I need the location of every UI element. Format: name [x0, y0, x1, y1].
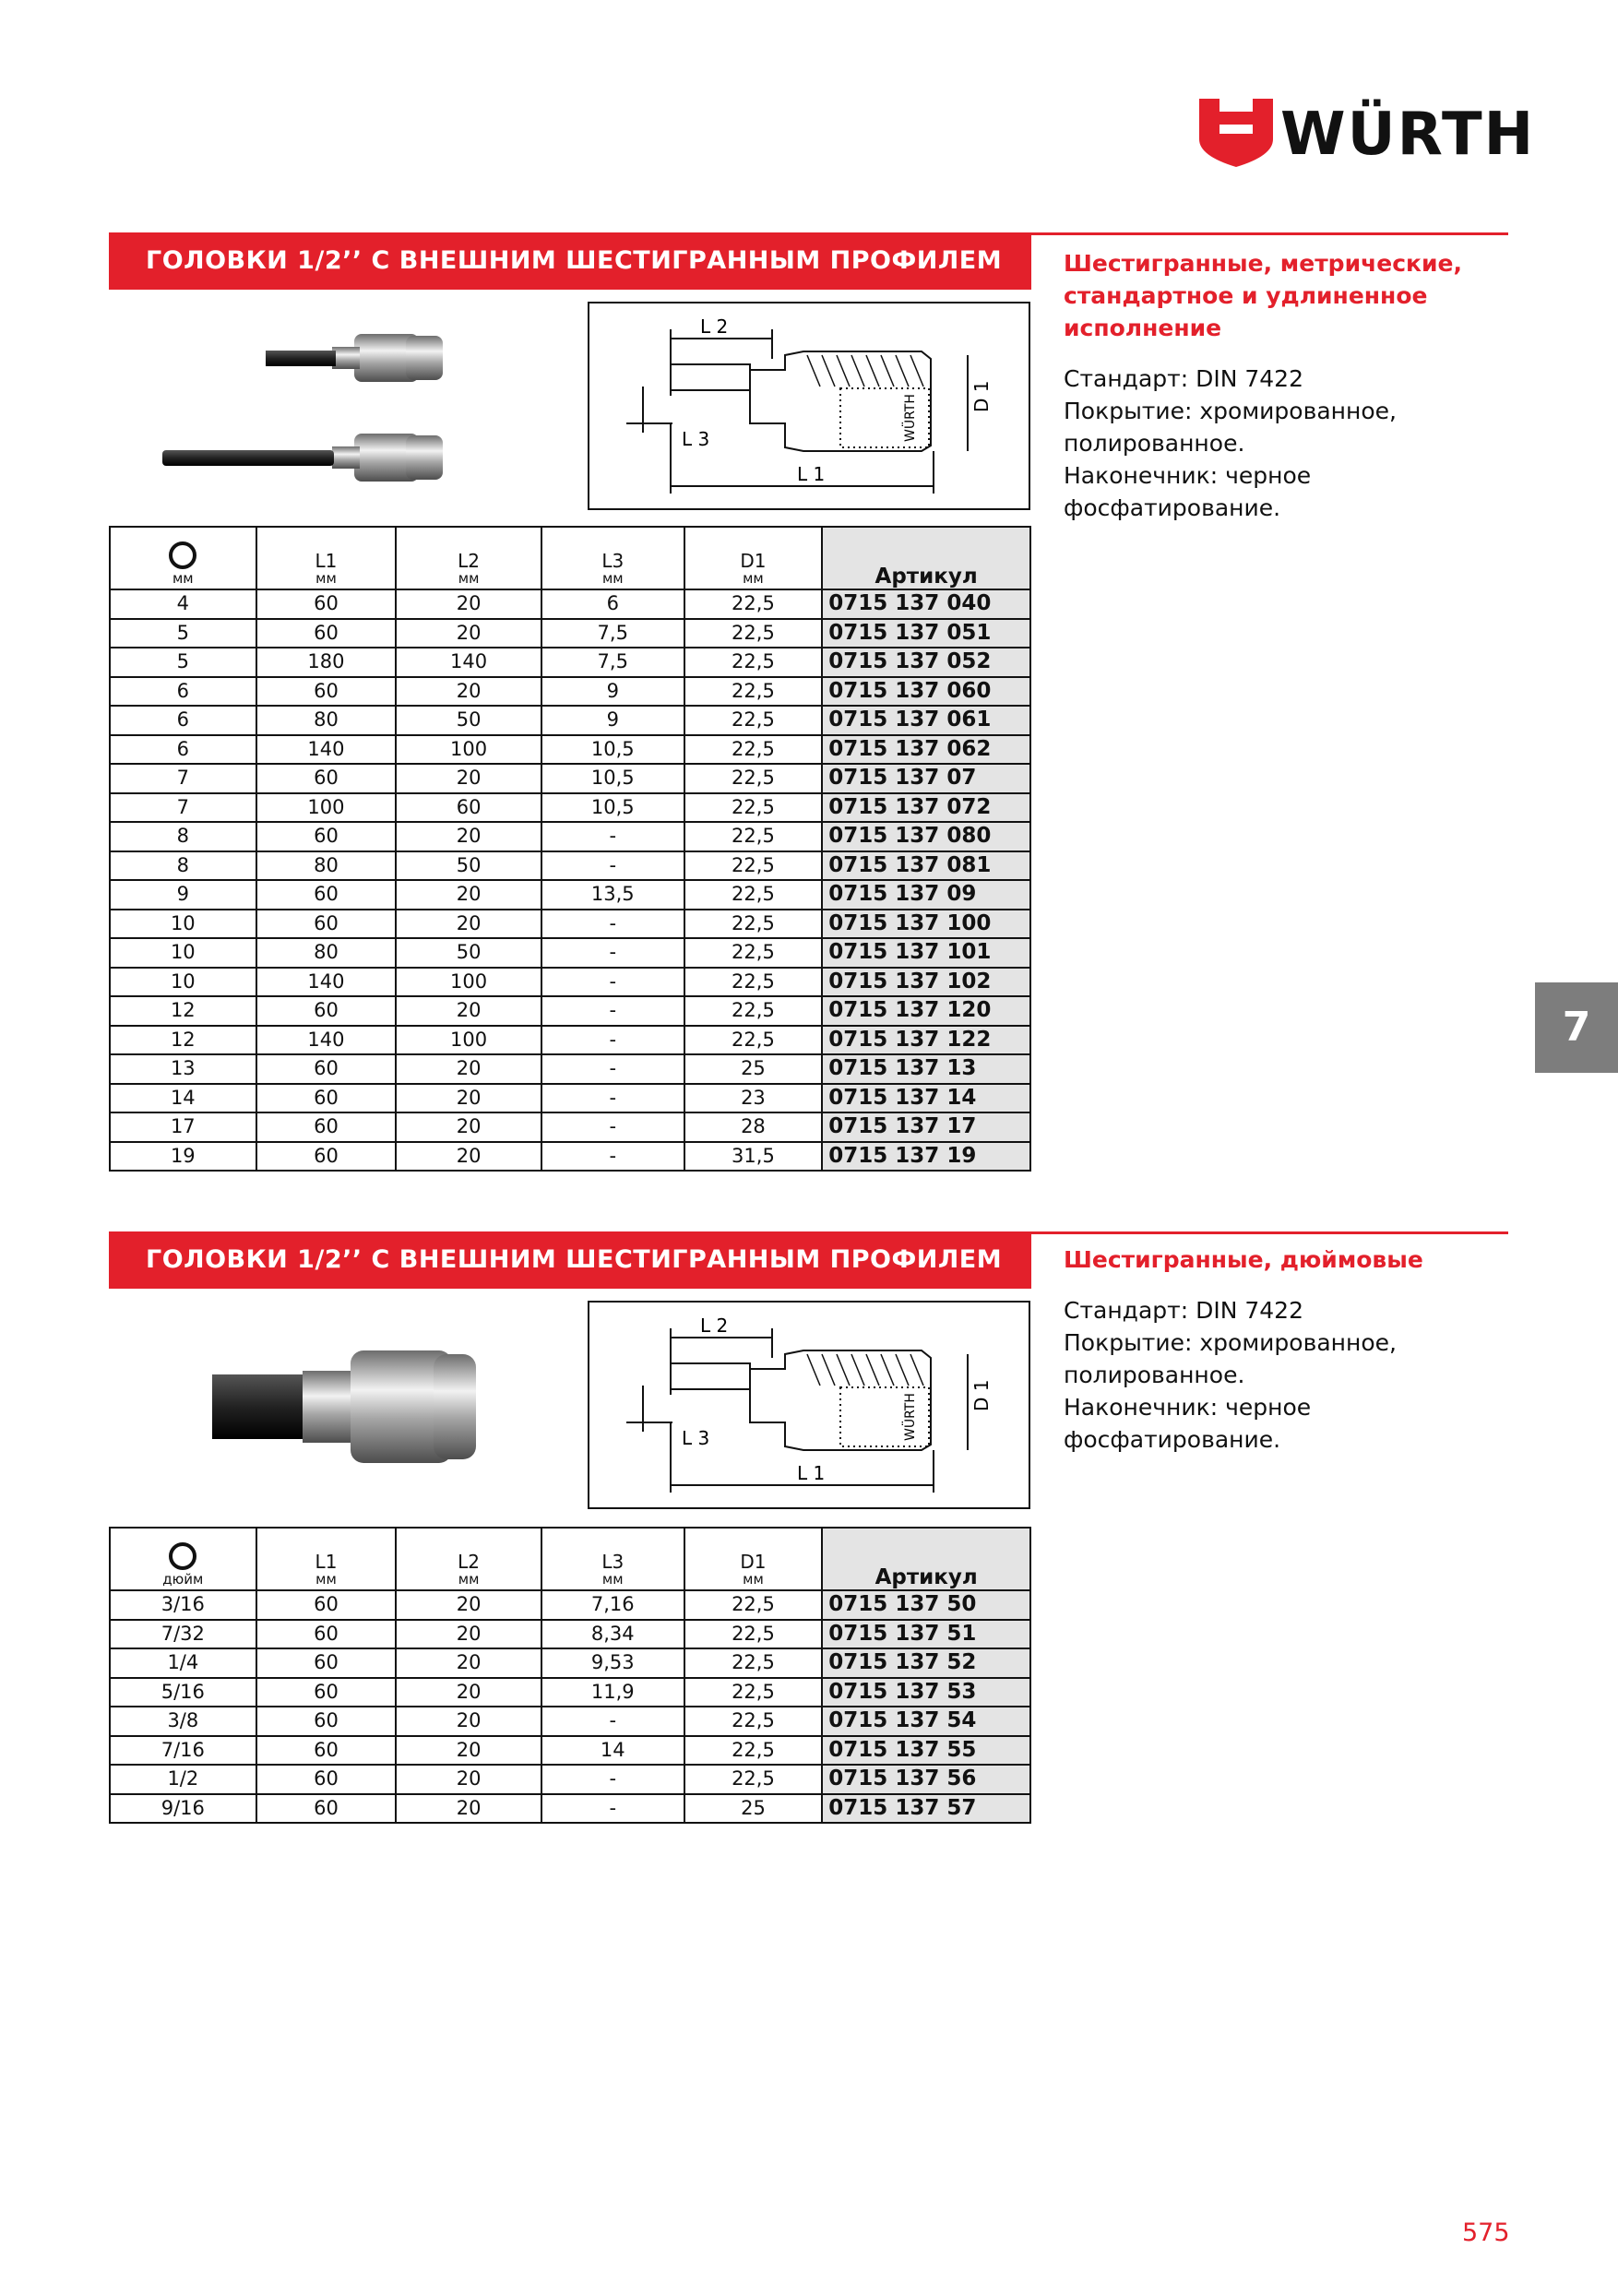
cell-l2: 50 — [396, 938, 541, 968]
cell-article: 0715 137 120 — [822, 996, 1030, 1026]
cell-article: 0715 137 060 — [822, 677, 1030, 707]
table-row — [110, 1765, 1030, 1794]
cell-size: 1/2 — [110, 1765, 256, 1794]
cell-l2: 20 — [396, 589, 541, 619]
table-row — [110, 706, 1030, 735]
cell-d1: 22,5 — [684, 880, 823, 910]
col-d1-label: D1 — [740, 550, 767, 572]
desc-coating-2: Покрытие: хромированное, полированное. — [1064, 1329, 1397, 1388]
cell-l1: 60 — [256, 589, 397, 619]
cell-size: 10 — [110, 938, 256, 968]
cell-l2: 20 — [396, 1648, 541, 1678]
table-body-inch — [110, 1590, 1030, 1823]
table-row — [110, 1590, 1030, 1620]
cell-l3: 10,5 — [541, 764, 684, 793]
label-l1: L 1 — [797, 1462, 826, 1484]
table-row — [110, 1736, 1030, 1766]
label-l3: L 3 — [682, 1427, 710, 1449]
cell-l1: 60 — [256, 764, 397, 793]
cell-l3: - — [541, 910, 684, 939]
wurth-logo — [1199, 96, 1536, 170]
cell-size: 7 — [110, 764, 256, 793]
unit-l3: мм — [601, 1571, 624, 1588]
product-photo-1 — [157, 323, 544, 498]
cell-l1: 80 — [256, 706, 397, 735]
unit-d1: мм — [743, 1571, 764, 1588]
cell-size: 12 — [110, 996, 256, 1026]
table-row — [110, 1648, 1030, 1678]
cell-d1: 22,5 — [684, 851, 823, 881]
cell-d1: 22,5 — [684, 1026, 823, 1055]
table-row — [110, 1678, 1030, 1707]
col-l3-label: L3 — [601, 1551, 625, 1573]
brand-name: WÜRTH — [1280, 101, 1536, 169]
cell-l1: 60 — [256, 1707, 397, 1736]
cell-d1: 22,5 — [684, 822, 823, 851]
cell-l3: 14 — [541, 1736, 684, 1766]
section-header-bar-1 — [109, 232, 1031, 290]
table-row — [110, 764, 1030, 793]
cell-l2: 100 — [396, 1026, 541, 1055]
table-row — [110, 1112, 1030, 1142]
cell-d1: 22,5 — [684, 589, 823, 619]
cell-article: 0715 137 122 — [822, 1026, 1030, 1055]
cell-d1: 22,5 — [684, 910, 823, 939]
cell-l1: 60 — [256, 1142, 397, 1172]
cell-article: 0715 137 53 — [822, 1678, 1030, 1707]
table-row — [110, 619, 1030, 648]
cell-size: 10 — [110, 968, 256, 997]
cell-l1: 180 — [256, 648, 397, 677]
cell-d1: 22,5 — [684, 764, 823, 793]
cell-l2: 20 — [396, 880, 541, 910]
cell-l2: 100 — [396, 735, 541, 765]
header-rule-2 — [1031, 1231, 1508, 1234]
cell-d1: 22,5 — [684, 619, 823, 648]
cell-d1: 22,5 — [684, 648, 823, 677]
table-row — [110, 996, 1030, 1026]
section-title-2: ГОЛОВКИ 1/2’’ С ВНЕШНИМ ШЕСТИГРАННЫМ ПРОФИЛЕМ — [146, 1245, 1003, 1274]
cell-d1: 25 — [684, 1794, 823, 1824]
cell-l2: 20 — [396, 822, 541, 851]
cell-l2: 20 — [396, 1736, 541, 1766]
cell-article: 0715 137 57 — [822, 1794, 1030, 1824]
cell-l3: 6 — [541, 589, 684, 619]
cell-d1: 22,5 — [684, 968, 823, 997]
cell-l3: 10,5 — [541, 793, 684, 823]
cell-size: 19 — [110, 1142, 256, 1172]
cell-l2: 20 — [396, 1112, 541, 1142]
col-article: Артикул — [822, 1528, 1030, 1590]
cell-l1: 60 — [256, 1736, 397, 1766]
cell-l2: 20 — [396, 764, 541, 793]
table-row — [110, 1707, 1030, 1736]
cell-d1: 22,5 — [684, 706, 823, 735]
section-description-2 — [1064, 1243, 1506, 1456]
cell-size: 4 — [110, 589, 256, 619]
cell-l3: 10,5 — [541, 735, 684, 765]
table-row — [110, 589, 1030, 619]
cell-size: 8 — [110, 822, 256, 851]
col-size — [110, 1528, 256, 1590]
cell-article: 0715 137 080 — [822, 822, 1030, 851]
drawing-mark: WÜRTH — [903, 394, 918, 442]
cell-article: 0715 137 062 — [822, 735, 1030, 765]
cell-d1: 22,5 — [684, 1765, 823, 1794]
cell-l3: - — [541, 938, 684, 968]
cell-l3: 7,16 — [541, 1590, 684, 1620]
table-row — [110, 968, 1030, 997]
cell-d1: 31,5 — [684, 1142, 823, 1172]
cell-l1: 60 — [256, 1054, 397, 1084]
cell-l1: 60 — [256, 1620, 397, 1649]
cell-l3: - — [541, 822, 684, 851]
cell-l1: 60 — [256, 996, 397, 1026]
unit-l2: мм — [458, 570, 480, 587]
cell-l1: 140 — [256, 1026, 397, 1055]
cell-l1: 60 — [256, 822, 397, 851]
cell-l3: 7,5 — [541, 648, 684, 677]
cell-article: 0715 137 100 — [822, 910, 1030, 939]
cell-l2: 20 — [396, 1142, 541, 1172]
table-row — [110, 910, 1030, 939]
cell-article: 0715 137 102 — [822, 968, 1030, 997]
cell-l1: 60 — [256, 1678, 397, 1707]
technical-drawing-2 — [588, 1301, 1030, 1509]
hex-size-icon — [169, 1542, 196, 1570]
col-l1 — [256, 1528, 397, 1590]
cell-l2: 20 — [396, 910, 541, 939]
desc-tip-2: Наконечник: черное фосфатирование. — [1064, 1394, 1312, 1453]
cell-article: 0715 137 101 — [822, 938, 1030, 968]
col-d1 — [684, 527, 823, 589]
cell-size: 6 — [110, 735, 256, 765]
cell-size: 5 — [110, 648, 256, 677]
table-row — [110, 880, 1030, 910]
table-row — [110, 648, 1030, 677]
header-rule-1 — [1031, 232, 1508, 235]
cell-size: 17 — [110, 1112, 256, 1142]
chapter-tab[interactable]: 7 — [1535, 982, 1618, 1073]
cell-l2: 20 — [396, 1054, 541, 1084]
cell-l1: 60 — [256, 1084, 397, 1113]
cell-article: 0715 137 07 — [822, 764, 1030, 793]
cell-l2: 20 — [396, 1678, 541, 1707]
cell-l2: 20 — [396, 1794, 541, 1824]
col-l1-label: L1 — [315, 550, 338, 572]
cell-l3: 9 — [541, 706, 684, 735]
cell-l2: 100 — [396, 968, 541, 997]
cell-size: 8 — [110, 851, 256, 881]
cell-article: 0715 137 55 — [822, 1736, 1030, 1766]
cell-l1: 60 — [256, 619, 397, 648]
col-l2-label: L2 — [458, 550, 481, 572]
wurth-logo-icon — [1199, 99, 1273, 167]
cell-d1: 22,5 — [684, 1590, 823, 1620]
technical-drawing-1 — [588, 302, 1030, 510]
hex-size-icon — [169, 541, 196, 569]
unit-l1: мм — [315, 1571, 337, 1588]
table-row — [110, 822, 1030, 851]
product-photo-2 — [203, 1338, 498, 1476]
cell-l2: 140 — [396, 648, 541, 677]
cell-l1: 60 — [256, 1765, 397, 1794]
cell-d1: 22,5 — [684, 1678, 823, 1707]
cell-d1: 22,5 — [684, 1707, 823, 1736]
desc-title-1: Шестигранные, метрические, стандартное и удлиненное исполнение — [1064, 250, 1462, 341]
table-row — [110, 1142, 1030, 1172]
col-l3 — [541, 527, 684, 589]
unit-d1: мм — [743, 570, 764, 587]
spec-table-metric — [109, 526, 1031, 1172]
cell-size: 14 — [110, 1084, 256, 1113]
cell-size: 7 — [110, 793, 256, 823]
cell-l3: - — [541, 1707, 684, 1736]
table-header-row — [110, 527, 1030, 589]
desc-standard-1: Стандарт: DIN 7422 — [1064, 365, 1303, 392]
cell-article: 0715 137 50 — [822, 1590, 1030, 1620]
cell-l3: - — [541, 1794, 684, 1824]
cell-l1: 60 — [256, 1112, 397, 1142]
table-row — [110, 851, 1030, 881]
cell-article: 0715 137 14 — [822, 1084, 1030, 1113]
desc-tip-1: Наконечник: черное фосфатирование. — [1064, 462, 1312, 521]
cell-l3: 8,34 — [541, 1620, 684, 1649]
cell-size: 6 — [110, 677, 256, 707]
cell-l2: 20 — [396, 1590, 541, 1620]
table-row — [110, 793, 1030, 823]
cell-size: 10 — [110, 910, 256, 939]
cell-article: 0715 137 19 — [822, 1142, 1030, 1172]
label-l1: L 1 — [797, 463, 826, 485]
cell-d1: 25 — [684, 1054, 823, 1084]
table-row — [110, 1794, 1030, 1824]
cell-l1: 80 — [256, 938, 397, 968]
cell-l2: 20 — [396, 1765, 541, 1794]
cell-l3: - — [541, 1026, 684, 1055]
cell-l1: 140 — [256, 968, 397, 997]
cell-d1: 22,5 — [684, 1620, 823, 1649]
cell-l3: - — [541, 996, 684, 1026]
table-row — [110, 1054, 1030, 1084]
table-header-row — [110, 1528, 1030, 1590]
cell-l2: 20 — [396, 1620, 541, 1649]
cell-size: 9 — [110, 880, 256, 910]
cell-d1: 22,5 — [684, 793, 823, 823]
col-l1 — [256, 527, 397, 589]
cell-l1: 60 — [256, 1648, 397, 1678]
table-row — [110, 938, 1030, 968]
cell-l3: - — [541, 851, 684, 881]
col-l3-label: L3 — [601, 550, 625, 572]
cell-size: 5/16 — [110, 1678, 256, 1707]
section-description-1 — [1064, 247, 1506, 524]
cell-l2: 20 — [396, 619, 541, 648]
cell-l2: 20 — [396, 1084, 541, 1113]
cell-size: 1/4 — [110, 1648, 256, 1678]
col-article: Артикул — [822, 527, 1030, 589]
label-l3: L 3 — [682, 428, 710, 450]
cell-d1: 28 — [684, 1112, 823, 1142]
cell-article: 0715 137 081 — [822, 851, 1030, 881]
table-row — [110, 1026, 1030, 1055]
cell-l2: 50 — [396, 851, 541, 881]
table-body-metric — [110, 589, 1030, 1171]
unit-size: мм — [172, 570, 194, 587]
cell-size: 3/8 — [110, 1707, 256, 1736]
cell-d1: 23 — [684, 1084, 823, 1113]
desc-coating-1: Покрытие: хромированное, полированное. — [1064, 398, 1397, 457]
table-row — [110, 1084, 1030, 1113]
desc-standard-2: Стандарт: DIN 7422 — [1064, 1297, 1303, 1324]
cell-l3: 7,5 — [541, 619, 684, 648]
col-l1-label: L1 — [315, 1551, 338, 1573]
cell-size: 13 — [110, 1054, 256, 1084]
unit-l3: мм — [601, 570, 624, 587]
cell-l1: 60 — [256, 1590, 397, 1620]
table-row — [110, 677, 1030, 707]
cell-d1: 22,5 — [684, 996, 823, 1026]
cell-article: 0715 137 040 — [822, 589, 1030, 619]
cell-article: 0715 137 52 — [822, 1648, 1030, 1678]
unit-l2: мм — [458, 1571, 480, 1588]
col-d1 — [684, 1528, 823, 1590]
cell-l3: - — [541, 1142, 684, 1172]
col-d1-label: D1 — [740, 1551, 767, 1573]
spec-table-inch — [109, 1527, 1031, 1824]
cell-size: 12 — [110, 1026, 256, 1055]
cell-l1: 60 — [256, 677, 397, 707]
table-row — [110, 1620, 1030, 1649]
cell-article: 0715 137 54 — [822, 1707, 1030, 1736]
cell-size: 7/16 — [110, 1736, 256, 1766]
cell-l2: 20 — [396, 677, 541, 707]
cell-size: 5 — [110, 619, 256, 648]
cell-l3: - — [541, 1112, 684, 1142]
cell-l1: 60 — [256, 1794, 397, 1824]
label-d1: D 1 — [970, 1379, 993, 1411]
cell-article: 0715 137 17 — [822, 1112, 1030, 1142]
cell-l2: 50 — [396, 706, 541, 735]
cell-d1: 22,5 — [684, 938, 823, 968]
cell-article: 0715 137 072 — [822, 793, 1030, 823]
table-row — [110, 735, 1030, 765]
col-size — [110, 527, 256, 589]
cell-l2: 20 — [396, 996, 541, 1026]
cell-l2: 20 — [396, 1707, 541, 1736]
cell-l3: 9 — [541, 677, 684, 707]
cell-l3: - — [541, 1084, 684, 1113]
col-l2-label: L2 — [458, 1551, 481, 1573]
cell-l3: 9,53 — [541, 1648, 684, 1678]
page-number: 575 — [1462, 2219, 1510, 2247]
cell-article: 0715 137 51 — [822, 1620, 1030, 1649]
cell-l1: 140 — [256, 735, 397, 765]
label-l2: L 2 — [700, 315, 729, 338]
cell-l3: 11,9 — [541, 1678, 684, 1707]
section-header-bar-2 — [109, 1231, 1031, 1289]
cell-l3: 13,5 — [541, 880, 684, 910]
cell-l3: - — [541, 968, 684, 997]
cell-article: 0715 137 09 — [822, 880, 1030, 910]
cell-d1: 22,5 — [684, 735, 823, 765]
cell-d1: 22,5 — [684, 677, 823, 707]
col-l2 — [396, 527, 541, 589]
cell-d1: 22,5 — [684, 1648, 823, 1678]
cell-l3: - — [541, 1765, 684, 1794]
cell-l1: 80 — [256, 851, 397, 881]
desc-title-2: Шестигранные, дюймовые — [1064, 1246, 1423, 1273]
label-l2: L 2 — [700, 1315, 729, 1337]
cell-article: 0715 137 13 — [822, 1054, 1030, 1084]
cell-article: 0715 137 061 — [822, 706, 1030, 735]
cell-size: 3/16 — [110, 1590, 256, 1620]
cell-size: 9/16 — [110, 1794, 256, 1824]
cell-l3: - — [541, 1054, 684, 1084]
cell-l1: 60 — [256, 880, 397, 910]
col-l2 — [396, 1528, 541, 1590]
col-l3 — [541, 1528, 684, 1590]
cell-d1: 22,5 — [684, 1736, 823, 1766]
drawing-mark: WÜRTH — [903, 1393, 918, 1441]
unit-l1: мм — [315, 570, 337, 587]
cell-l2: 60 — [396, 793, 541, 823]
cell-size: 7/32 — [110, 1620, 256, 1649]
unit-size: дюйм — [162, 1571, 204, 1588]
cell-size: 6 — [110, 706, 256, 735]
label-d1: D 1 — [970, 380, 993, 412]
cell-article: 0715 137 051 — [822, 619, 1030, 648]
cell-article: 0715 137 56 — [822, 1765, 1030, 1794]
cell-l1: 60 — [256, 910, 397, 939]
cell-l1: 100 — [256, 793, 397, 823]
cell-article: 0715 137 052 — [822, 648, 1030, 677]
section-title-1: ГОЛОВКИ 1/2’’ С ВНЕШНИМ ШЕСТИГРАННЫМ ПРОФИЛЕМ — [146, 246, 1003, 275]
